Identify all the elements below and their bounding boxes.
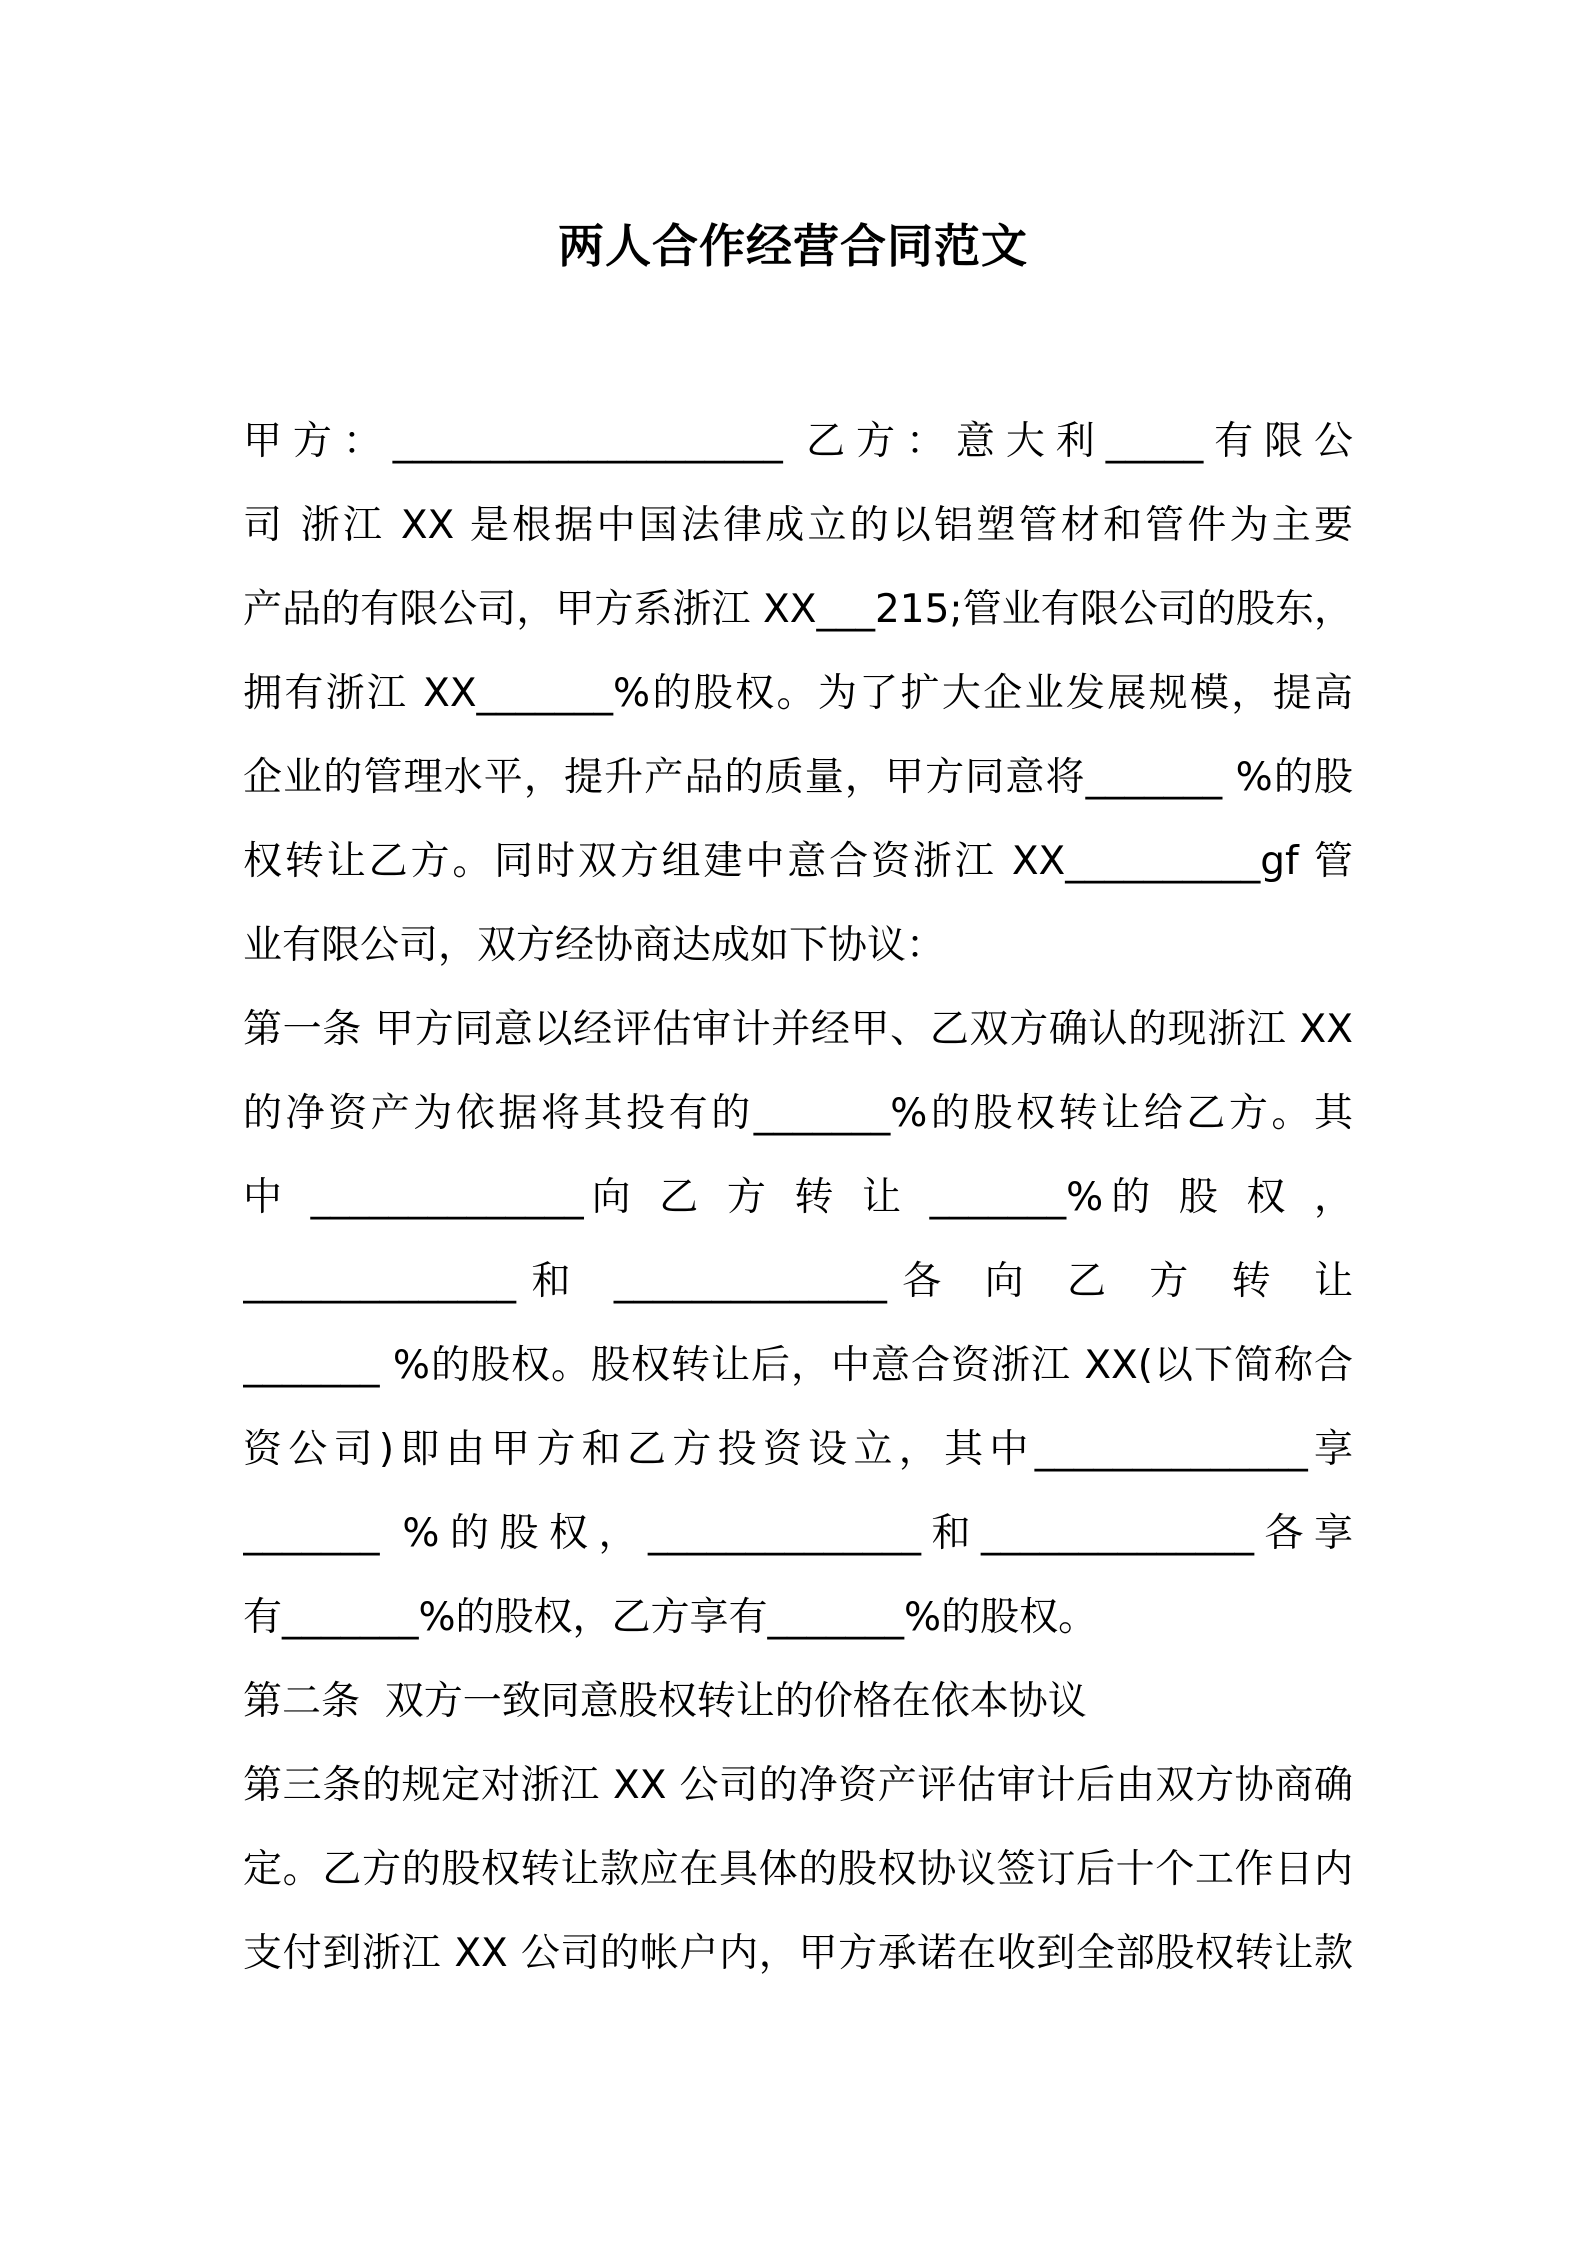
body-line-19: 支付到浙江 XX 公司的帐户内，甲方承诺在收到全部股权转让款 (243, 1931, 1353, 1976)
body-line-11: ______________和 ______________各 向 乙 方 转 让 (243, 1259, 1353, 1304)
body-line-7: 业有限公司，双方经协商达成如下协议： (243, 923, 946, 968)
body-line-10: 中 ______________向 乙 方 转 让 _______%的 股 权 ， (243, 1175, 1353, 1220)
body-line-14: _______ %的股权，______________和______________各享 (243, 1511, 1353, 1556)
body-line-13: 资公司)即由甲方和乙方投资设立，其中______________享 (243, 1427, 1353, 1472)
document-title: 两人合作经营合同范文 (558, 219, 1028, 273)
body-line-18: 定。乙方的股权转让款应在具体的股权协议签订后十个工作日内 (243, 1847, 1353, 1892)
body-line-9: 的净资产为依据将其投有的_______%的股权转让给乙方。其 (243, 1091, 1353, 1136)
body-line-1: 甲方：____________________ 乙方：意大利_____有限公 (243, 419, 1353, 464)
body-line-17: 第三条的规定对浙江 XX 公司的净资产评估审计后由双方协商确 (243, 1763, 1353, 1808)
body-line-5: 企业的管理水平，提升产品的质量，甲方同意将_______ %的股 (243, 755, 1353, 800)
article-1-heading-line: 第一条 甲方同意以经评估审计并经甲、乙双方确认的现浙江 XX (243, 1007, 1353, 1052)
body-line-4: 拥有浙江 XX_______%的股权。为了扩大企业发展规模，提高 (243, 671, 1353, 716)
body-line-12: _______ %的股权。股权转让后，中意合资浙江 XX(以下简称合 (243, 1343, 1353, 1388)
body-line-6: 权转让乙方。同时双方组建中意合资浙江 XX__________gf 管 (243, 839, 1353, 884)
article-2-heading-line: 第二条 双方一致同意股权转让的价格在依本协议 (243, 1679, 1087, 1724)
body-line-15: 有_______%的股权，乙方享有_______%的股权。 (243, 1595, 1098, 1640)
body-line-2: 司 浙江 XX 是根据中国法律成立的以铝塑管材和管件为主要 (243, 503, 1353, 548)
body-line-3: 产品的有限公司，甲方系浙江 XX___215;管业有限公司的股东， (243, 587, 1353, 632)
